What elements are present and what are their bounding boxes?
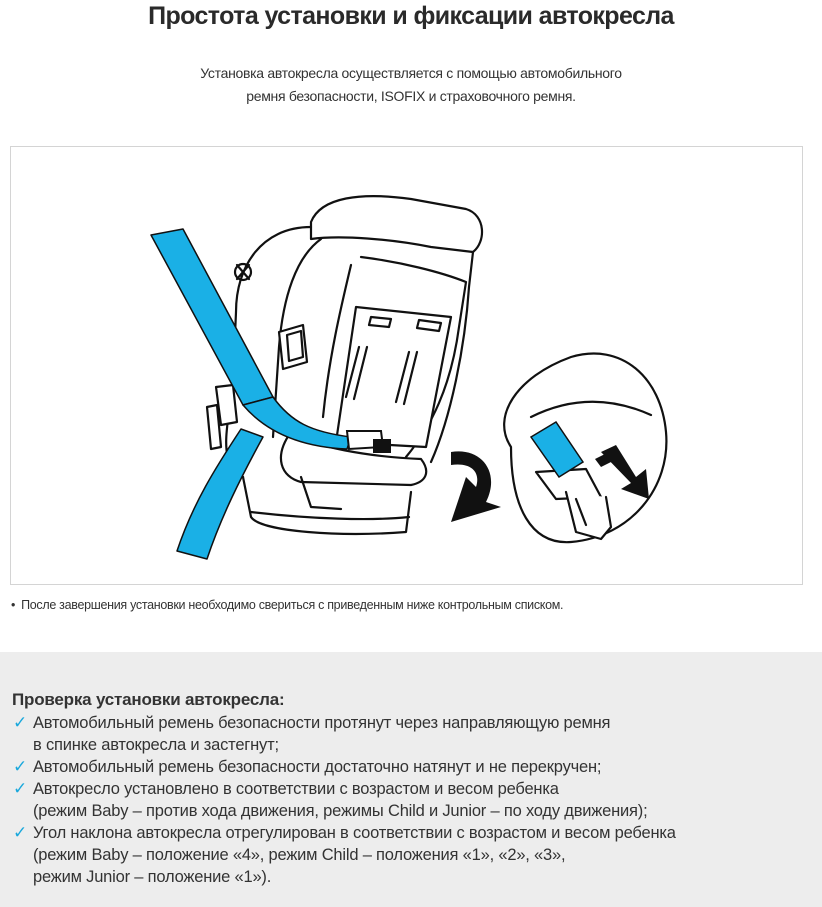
checklist-item [12,822,812,888]
intro-line-2: ремня безопасности, ISOFIX и страховочного ремня. [246,88,576,104]
intro-line-1: Установка автокресла осуществляется с помощью автомобильного [200,65,622,81]
checklist-title: Проверка установки автокресла: [12,690,285,709]
checklist-item-line: в спинке автокресла и застегнут; [33,736,279,754]
curved-arrow-icon [451,451,501,522]
checklist-item-line: (режим Baby – положение «4», режим Child – положения «1», «2», «3», [33,846,566,864]
car-seat-illustration [11,147,803,585]
note-bullet: • [11,598,16,612]
checklist-item-line: Автомобильный ремень безопасности достаточно натянут и не перекручен; [33,758,602,776]
check-icon: ✓ [13,713,28,732]
checklist-item-line: Угол наклона автокресла отрегулирован в соответствии с возрастом и весом ребенка [33,824,676,842]
note-text: После завершения установки необходимо свериться с приведенным ниже контрольным списком. [21,598,564,612]
checklist [12,712,812,888]
checklist-item-line: режим Junior – положение «1»). [33,868,272,886]
checklist-item [12,712,812,756]
checklist-item [12,756,812,778]
checklist-panel [0,652,822,907]
checklist-item-line: Автомобильный ремень безопасности протянут через направляющую ремня [33,714,611,732]
checklist-item-line: Автокресло установлено в соответствии с возрастом и весом ребенка [33,780,559,798]
page-title: Простота установки и фиксации автокресла [148,2,674,30]
check-icon: ✓ [13,823,28,842]
install-note [11,598,811,612]
checklist-item [12,778,812,822]
check-icon: ✓ [13,779,28,798]
check-icon: ✓ [13,757,28,776]
intro-text [0,62,822,108]
checklist-item-line: (режим Baby – против хода движения, режимы Child и Junior – по ходу движения); [33,802,648,820]
installation-illustration [10,146,803,585]
